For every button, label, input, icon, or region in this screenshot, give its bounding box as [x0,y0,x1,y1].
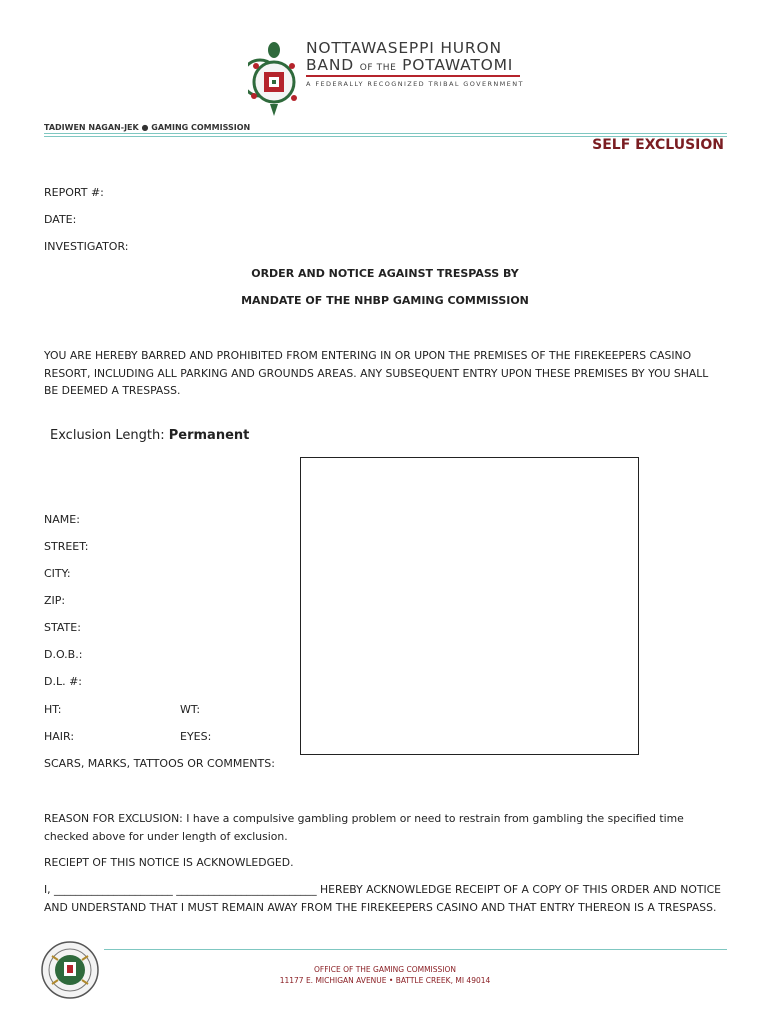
reason-for-exclusion: REASON FOR EXCLUSION: I have a compulsive gambling problem or need to restrain from gambling the specified time checked above for under length of exclusion. [44,812,684,843]
dl-label: D.L. #: [44,675,83,688]
turtle-logo-icon [248,38,306,118]
weight-label: WT: [180,703,201,716]
scars-label: SCARS, MARKS, TATTOOS OR COMMENTS: [44,757,275,770]
height-label: HT: [44,703,62,716]
commission-name: TADIWEN NAGAN-JEK ● GAMING COMMISSION [44,123,251,132]
report-number-label: REPORT #: [44,186,104,199]
investigator-label: INVESTIGATOR: [44,240,129,253]
org-name-line1: NOTTAWASEPPI HURON [306,39,502,57]
receipt-acknowledged: RECIEPT OF THIS NOTICE IS ACKNOWLEDGED. [44,856,294,869]
exclusion-length-value: Permanent [168,428,250,443]
street-label: STREET: [44,540,89,553]
exclusion-length-label: Exclusion Length: [50,428,165,443]
footer-rule [104,949,727,950]
footer-office: OFFICE OF THE GAMING COMMISSION [313,965,457,974]
header-rule [44,133,727,134]
state-label: STATE: [44,621,81,634]
page-title: SELF EXCLUSION [592,137,724,153]
commission-seal-icon [40,940,100,1000]
exclusion-length [50,428,249,443]
order-heading-line1: ORDER AND NOTICE AGAINST TRESPASS BY [251,267,519,280]
city-label: CITY: [44,567,71,580]
eyes-label: EYES: [180,730,212,743]
footer-address: 11177 E. MICHIGAN AVENUE • BATTLE CREEK, MI 49014 [279,976,491,985]
zip-label: ZIP: [44,594,66,607]
date-label: DATE: [44,213,77,226]
dob-label: D.O.B.: [44,648,83,661]
hair-label: HAIR: [44,730,75,743]
acknowledgement-statement: I, ______________________ __________________________ HEREBY ACKNOWLEDGE RECEIPT OF A COPY OF THIS ORDER AND NOTICE AND UNDERSTAND THAT I MUST REMAIN AWAY FROM THE FIREKEEPERS CASINO AND THAT ENTRY THEREON IS A TRESPASS. [44,883,722,914]
order-heading-line2: MANDATE OF THE NHBP GAMING COMMISSION [241,294,529,307]
org-tagline: A FEDERALLY RECOGNIZED TRIBAL GOVERNMENT [306,80,524,88]
org-name-line2: BAND OF THE POTAWATOMI [306,56,514,74]
barred-notice: YOU ARE HEREBY BARRED AND PROHIBITED FROM ENTERING IN OR UPON THE PREMISES OF THE FIREKEEPERS CASINO RESORT, INCLUDING ALL PARKING AND GROUNDS AREAS. ANY SUBSEQUENT ENTRY UPON THESE PREMISES BY YOU SHALL BE DEEMED A TRESPASS. [44,349,709,397]
logo-divider [306,75,520,77]
name-label: NAME: [44,513,80,526]
photo-box [300,457,639,755]
